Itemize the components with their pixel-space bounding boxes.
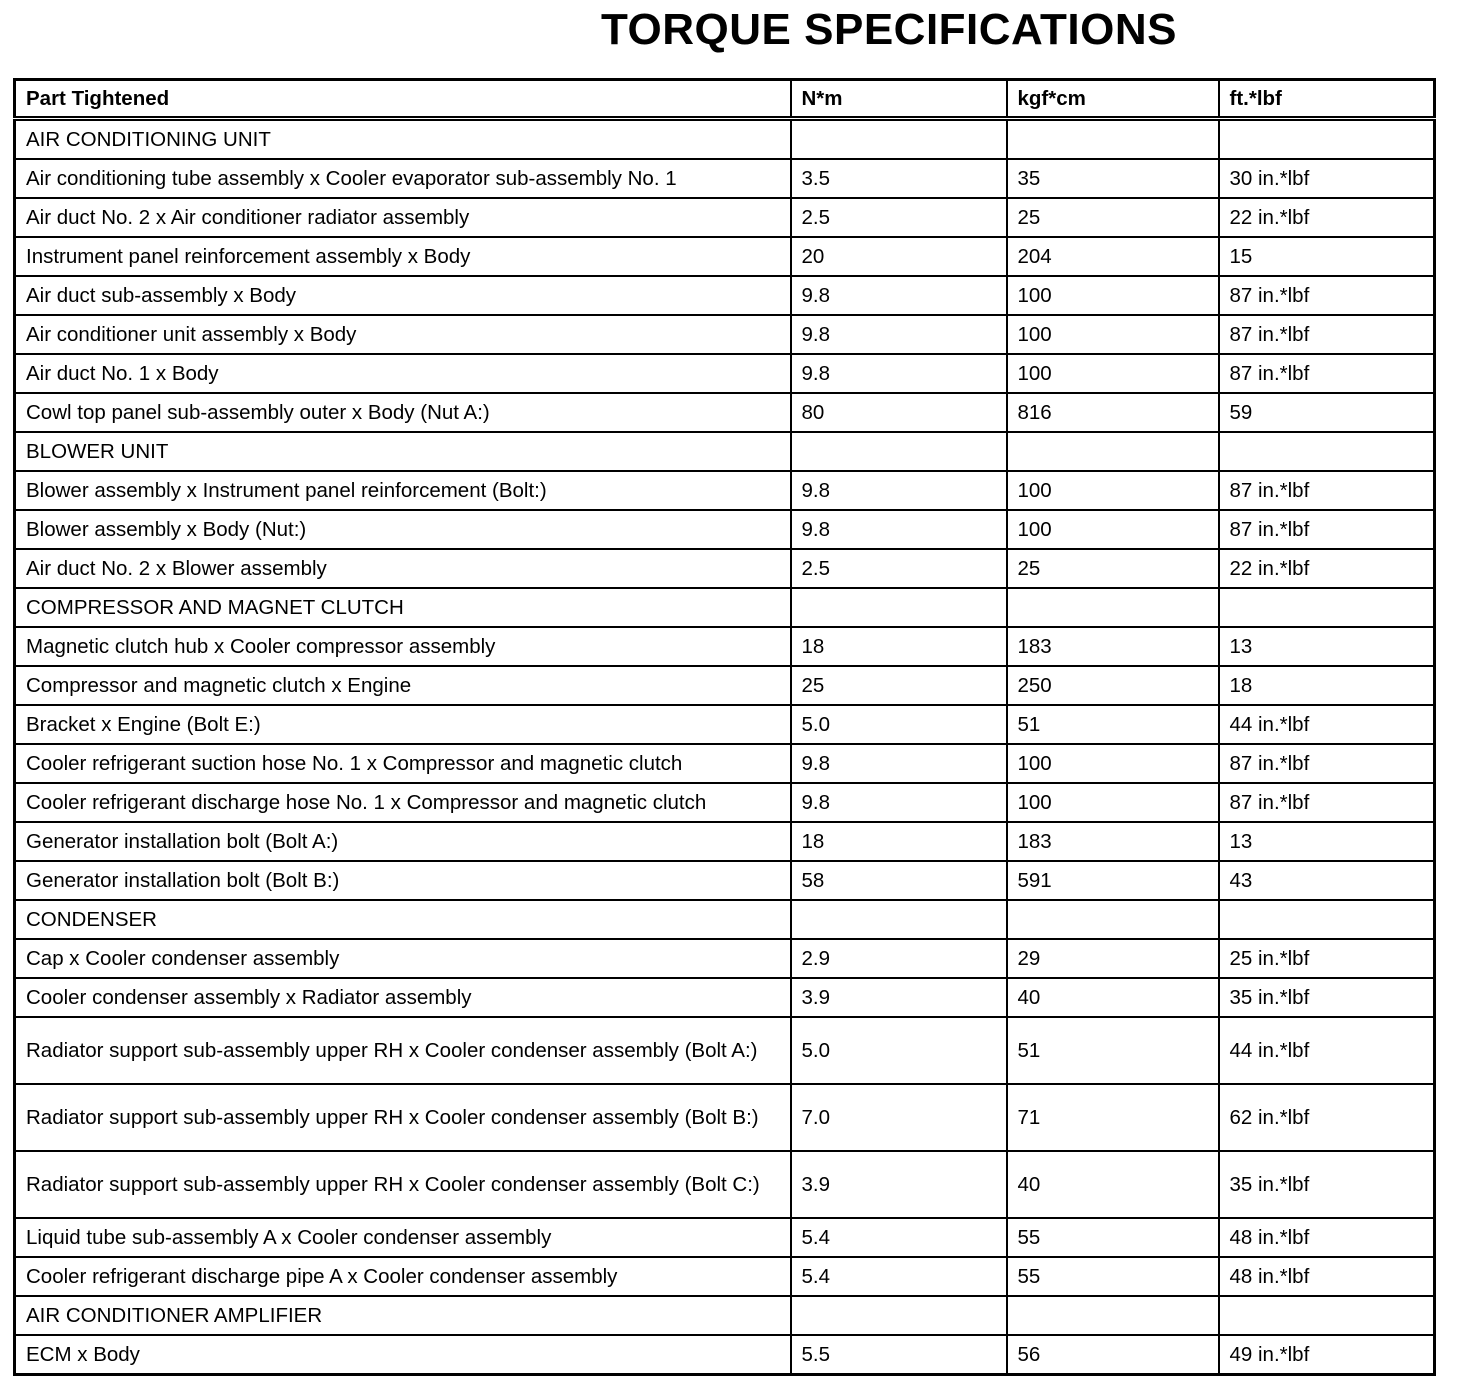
cell-kgfcm bbox=[1007, 432, 1219, 471]
section-heading: COMPRESSOR AND MAGNET CLUTCH bbox=[15, 588, 791, 627]
cell-ftlbf: 44 in.*lbf bbox=[1219, 705, 1435, 744]
cell-ftlbf: 87 in.*lbf bbox=[1219, 744, 1435, 783]
cell-nm: 20 bbox=[791, 237, 1007, 276]
cell-part-tightened: Cooler condenser assembly x Radiator assembly bbox=[15, 978, 791, 1017]
cell-part-tightened: Bracket x Engine (Bolt E:) bbox=[15, 705, 791, 744]
table-row bbox=[15, 198, 1435, 237]
table-row bbox=[15, 1335, 1435, 1375]
cell-ftlbf bbox=[1219, 432, 1435, 471]
section-row bbox=[15, 432, 1435, 471]
table-row bbox=[15, 627, 1435, 666]
cell-nm: 5.0 bbox=[791, 1017, 1007, 1084]
table-row bbox=[15, 861, 1435, 900]
cell-part-tightened: Generator installation bolt (Bolt A:) bbox=[15, 822, 791, 861]
cell-kgfcm: 183 bbox=[1007, 627, 1219, 666]
cell-nm: 25 bbox=[791, 666, 1007, 705]
cell-ftlbf: 48 in.*lbf bbox=[1219, 1218, 1435, 1257]
cell-nm: 5.5 bbox=[791, 1335, 1007, 1375]
cell-part-tightened: Generator installation bolt (Bolt B:) bbox=[15, 861, 791, 900]
cell-nm bbox=[791, 119, 1007, 160]
cell-part-tightened: Cap x Cooler condenser assembly bbox=[15, 939, 791, 978]
cell-part-tightened: Air duct No. 2 x Air conditioner radiator assembly bbox=[15, 198, 791, 237]
cell-kgfcm: 250 bbox=[1007, 666, 1219, 705]
table-row bbox=[15, 1017, 1435, 1084]
table-row bbox=[15, 276, 1435, 315]
table-row bbox=[15, 822, 1435, 861]
page-title: TORQUE SPECIFICATIONS bbox=[600, 5, 1178, 54]
table-row bbox=[15, 666, 1435, 705]
cell-nm: 9.8 bbox=[791, 783, 1007, 822]
cell-kgfcm: 100 bbox=[1007, 744, 1219, 783]
cell-ftlbf: 87 in.*lbf bbox=[1219, 510, 1435, 549]
cell-ftlbf bbox=[1219, 588, 1435, 627]
cell-part-tightened: Air duct No. 2 x Blower assembly bbox=[15, 549, 791, 588]
cell-ftlbf bbox=[1219, 119, 1435, 160]
cell-kgfcm: 25 bbox=[1007, 549, 1219, 588]
cell-nm bbox=[791, 1296, 1007, 1335]
cell-ftlbf: 87 in.*lbf bbox=[1219, 783, 1435, 822]
table-row bbox=[15, 1218, 1435, 1257]
cell-kgfcm: 51 bbox=[1007, 1017, 1219, 1084]
cell-kgfcm: 100 bbox=[1007, 783, 1219, 822]
cell-ftlbf: 13 bbox=[1219, 822, 1435, 861]
cell-kgfcm: 51 bbox=[1007, 705, 1219, 744]
table-row bbox=[15, 1257, 1435, 1296]
cell-part-tightened: Instrument panel reinforcement assembly x Body bbox=[15, 237, 791, 276]
header-nm: N*m bbox=[791, 80, 1007, 119]
cell-nm: 18 bbox=[791, 627, 1007, 666]
cell-nm: 80 bbox=[791, 393, 1007, 432]
cell-part-tightened: Air conditioner unit assembly x Body bbox=[15, 315, 791, 354]
cell-ftlbf bbox=[1219, 900, 1435, 939]
table-row bbox=[15, 1151, 1435, 1218]
cell-kgfcm: 100 bbox=[1007, 471, 1219, 510]
cell-kgfcm: 55 bbox=[1007, 1218, 1219, 1257]
cell-part-tightened: ECM x Body bbox=[15, 1335, 791, 1375]
cell-nm bbox=[791, 900, 1007, 939]
cell-ftlbf: 48 in.*lbf bbox=[1219, 1257, 1435, 1296]
cell-kgfcm: 100 bbox=[1007, 276, 1219, 315]
cell-nm: 9.8 bbox=[791, 354, 1007, 393]
cell-kgfcm bbox=[1007, 1296, 1219, 1335]
cell-kgfcm: 71 bbox=[1007, 1084, 1219, 1151]
cell-nm bbox=[791, 432, 1007, 471]
cell-part-tightened: Compressor and magnetic clutch x Engine bbox=[15, 666, 791, 705]
cell-nm: 9.8 bbox=[791, 315, 1007, 354]
header-kgfcm: kgf*cm bbox=[1007, 80, 1219, 119]
cell-part-tightened: Liquid tube sub-assembly A x Cooler condenser assembly bbox=[15, 1218, 791, 1257]
cell-kgfcm: 55 bbox=[1007, 1257, 1219, 1296]
section-heading: BLOWER UNIT bbox=[15, 432, 791, 471]
cell-part-tightened: Magnetic clutch hub x Cooler compressor assembly bbox=[15, 627, 791, 666]
cell-kgfcm: 816 bbox=[1007, 393, 1219, 432]
cell-kgfcm: 204 bbox=[1007, 237, 1219, 276]
cell-kgfcm: 183 bbox=[1007, 822, 1219, 861]
cell-ftlbf: 87 in.*lbf bbox=[1219, 354, 1435, 393]
table-row bbox=[15, 393, 1435, 432]
cell-kgfcm: 56 bbox=[1007, 1335, 1219, 1375]
cell-part-tightened: Air duct sub-assembly x Body bbox=[15, 276, 791, 315]
cell-kgfcm: 40 bbox=[1007, 1151, 1219, 1218]
cell-nm: 5.4 bbox=[791, 1218, 1007, 1257]
cell-nm: 9.8 bbox=[791, 276, 1007, 315]
table-row bbox=[15, 1084, 1435, 1151]
cell-part-tightened: Cooler refrigerant discharge hose No. 1 x Compressor and magnetic clutch bbox=[15, 783, 791, 822]
cell-ftlbf: 35 in.*lbf bbox=[1219, 1151, 1435, 1218]
cell-nm: 9.8 bbox=[791, 471, 1007, 510]
cell-kgfcm: 100 bbox=[1007, 315, 1219, 354]
cell-kgfcm: 25 bbox=[1007, 198, 1219, 237]
cell-kgfcm bbox=[1007, 588, 1219, 627]
table-row bbox=[15, 471, 1435, 510]
table-row bbox=[15, 237, 1435, 276]
section-heading: AIR CONDITIONER AMPLIFIER bbox=[15, 1296, 791, 1335]
table-row bbox=[15, 783, 1435, 822]
cell-part-tightened: Cooler refrigerant discharge pipe A x Cooler condenser assembly bbox=[15, 1257, 791, 1296]
cell-kgfcm bbox=[1007, 900, 1219, 939]
cell-nm bbox=[791, 588, 1007, 627]
cell-part-tightened: Air duct No. 1 x Body bbox=[15, 354, 791, 393]
cell-kgfcm bbox=[1007, 119, 1219, 160]
cell-kgfcm: 29 bbox=[1007, 939, 1219, 978]
cell-kgfcm: 591 bbox=[1007, 861, 1219, 900]
torque-table bbox=[13, 78, 1436, 1376]
cell-part-tightened: Air conditioning tube assembly x Cooler evaporator sub-assembly No. 1 bbox=[15, 159, 791, 198]
table-row bbox=[15, 939, 1435, 978]
cell-kgfcm: 40 bbox=[1007, 978, 1219, 1017]
cell-ftlbf: 49 in.*lbf bbox=[1219, 1335, 1435, 1375]
header-ftlbf: ft.*lbf bbox=[1219, 80, 1435, 119]
cell-ftlbf: 35 in.*lbf bbox=[1219, 978, 1435, 1017]
cell-ftlbf: 87 in.*lbf bbox=[1219, 276, 1435, 315]
table-row bbox=[15, 705, 1435, 744]
cell-nm: 18 bbox=[791, 822, 1007, 861]
cell-part-tightened: Blower assembly x Body (Nut:) bbox=[15, 510, 791, 549]
cell-ftlbf bbox=[1219, 1296, 1435, 1335]
cell-nm: 58 bbox=[791, 861, 1007, 900]
table-row bbox=[15, 744, 1435, 783]
cell-ftlbf: 22 in.*lbf bbox=[1219, 549, 1435, 588]
cell-part-tightened: Blower assembly x Instrument panel reinforcement (Bolt:) bbox=[15, 471, 791, 510]
cell-ftlbf: 22 in.*lbf bbox=[1219, 198, 1435, 237]
cell-kgfcm: 100 bbox=[1007, 510, 1219, 549]
cell-ftlbf: 59 bbox=[1219, 393, 1435, 432]
table-row bbox=[15, 549, 1435, 588]
cell-part-tightened: Radiator support sub-assembly upper RH x Cooler condenser assembly (Bolt B:) bbox=[15, 1084, 791, 1151]
section-row bbox=[15, 1296, 1435, 1335]
cell-nm: 3.9 bbox=[791, 978, 1007, 1017]
cell-kgfcm: 35 bbox=[1007, 159, 1219, 198]
cell-ftlbf: 87 in.*lbf bbox=[1219, 315, 1435, 354]
cell-ftlbf: 15 bbox=[1219, 237, 1435, 276]
table-row bbox=[15, 510, 1435, 549]
cell-nm: 5.0 bbox=[791, 705, 1007, 744]
section-row bbox=[15, 119, 1435, 160]
table-row bbox=[15, 159, 1435, 198]
table-row bbox=[15, 978, 1435, 1017]
cell-nm: 2.9 bbox=[791, 939, 1007, 978]
cell-ftlbf: 18 bbox=[1219, 666, 1435, 705]
cell-ftlbf: 25 in.*lbf bbox=[1219, 939, 1435, 978]
table-row bbox=[15, 315, 1435, 354]
cell-kgfcm: 100 bbox=[1007, 354, 1219, 393]
cell-ftlbf: 62 in.*lbf bbox=[1219, 1084, 1435, 1151]
cell-nm: 7.0 bbox=[791, 1084, 1007, 1151]
cell-part-tightened: Cowl top panel sub-assembly outer x Body (Nut A:) bbox=[15, 393, 791, 432]
cell-nm: 3.9 bbox=[791, 1151, 1007, 1218]
section-row bbox=[15, 588, 1435, 627]
cell-nm: 2.5 bbox=[791, 198, 1007, 237]
cell-part-tightened: Radiator support sub-assembly upper RH x Cooler condenser assembly (Bolt A:) bbox=[15, 1017, 791, 1084]
section-heading: CONDENSER bbox=[15, 900, 791, 939]
cell-nm: 3.5 bbox=[791, 159, 1007, 198]
cell-nm: 2.5 bbox=[791, 549, 1007, 588]
section-row bbox=[15, 900, 1435, 939]
cell-ftlbf: 44 in.*lbf bbox=[1219, 1017, 1435, 1084]
header-row bbox=[15, 80, 1435, 119]
cell-nm: 5.4 bbox=[791, 1257, 1007, 1296]
cell-ftlbf: 30 in.*lbf bbox=[1219, 159, 1435, 198]
cell-ftlbf: 43 bbox=[1219, 861, 1435, 900]
cell-nm: 9.8 bbox=[791, 744, 1007, 783]
cell-nm: 9.8 bbox=[791, 510, 1007, 549]
cell-ftlbf: 87 in.*lbf bbox=[1219, 471, 1435, 510]
section-heading: AIR CONDITIONING UNIT bbox=[15, 119, 791, 160]
cell-ftlbf: 13 bbox=[1219, 627, 1435, 666]
header-part-tightened: Part Tightened bbox=[15, 80, 791, 119]
cell-part-tightened: Radiator support sub-assembly upper RH x Cooler condenser assembly (Bolt C:) bbox=[15, 1151, 791, 1218]
cell-part-tightened: Cooler refrigerant suction hose No. 1 x Compressor and magnetic clutch bbox=[15, 744, 791, 783]
table-row bbox=[15, 354, 1435, 393]
